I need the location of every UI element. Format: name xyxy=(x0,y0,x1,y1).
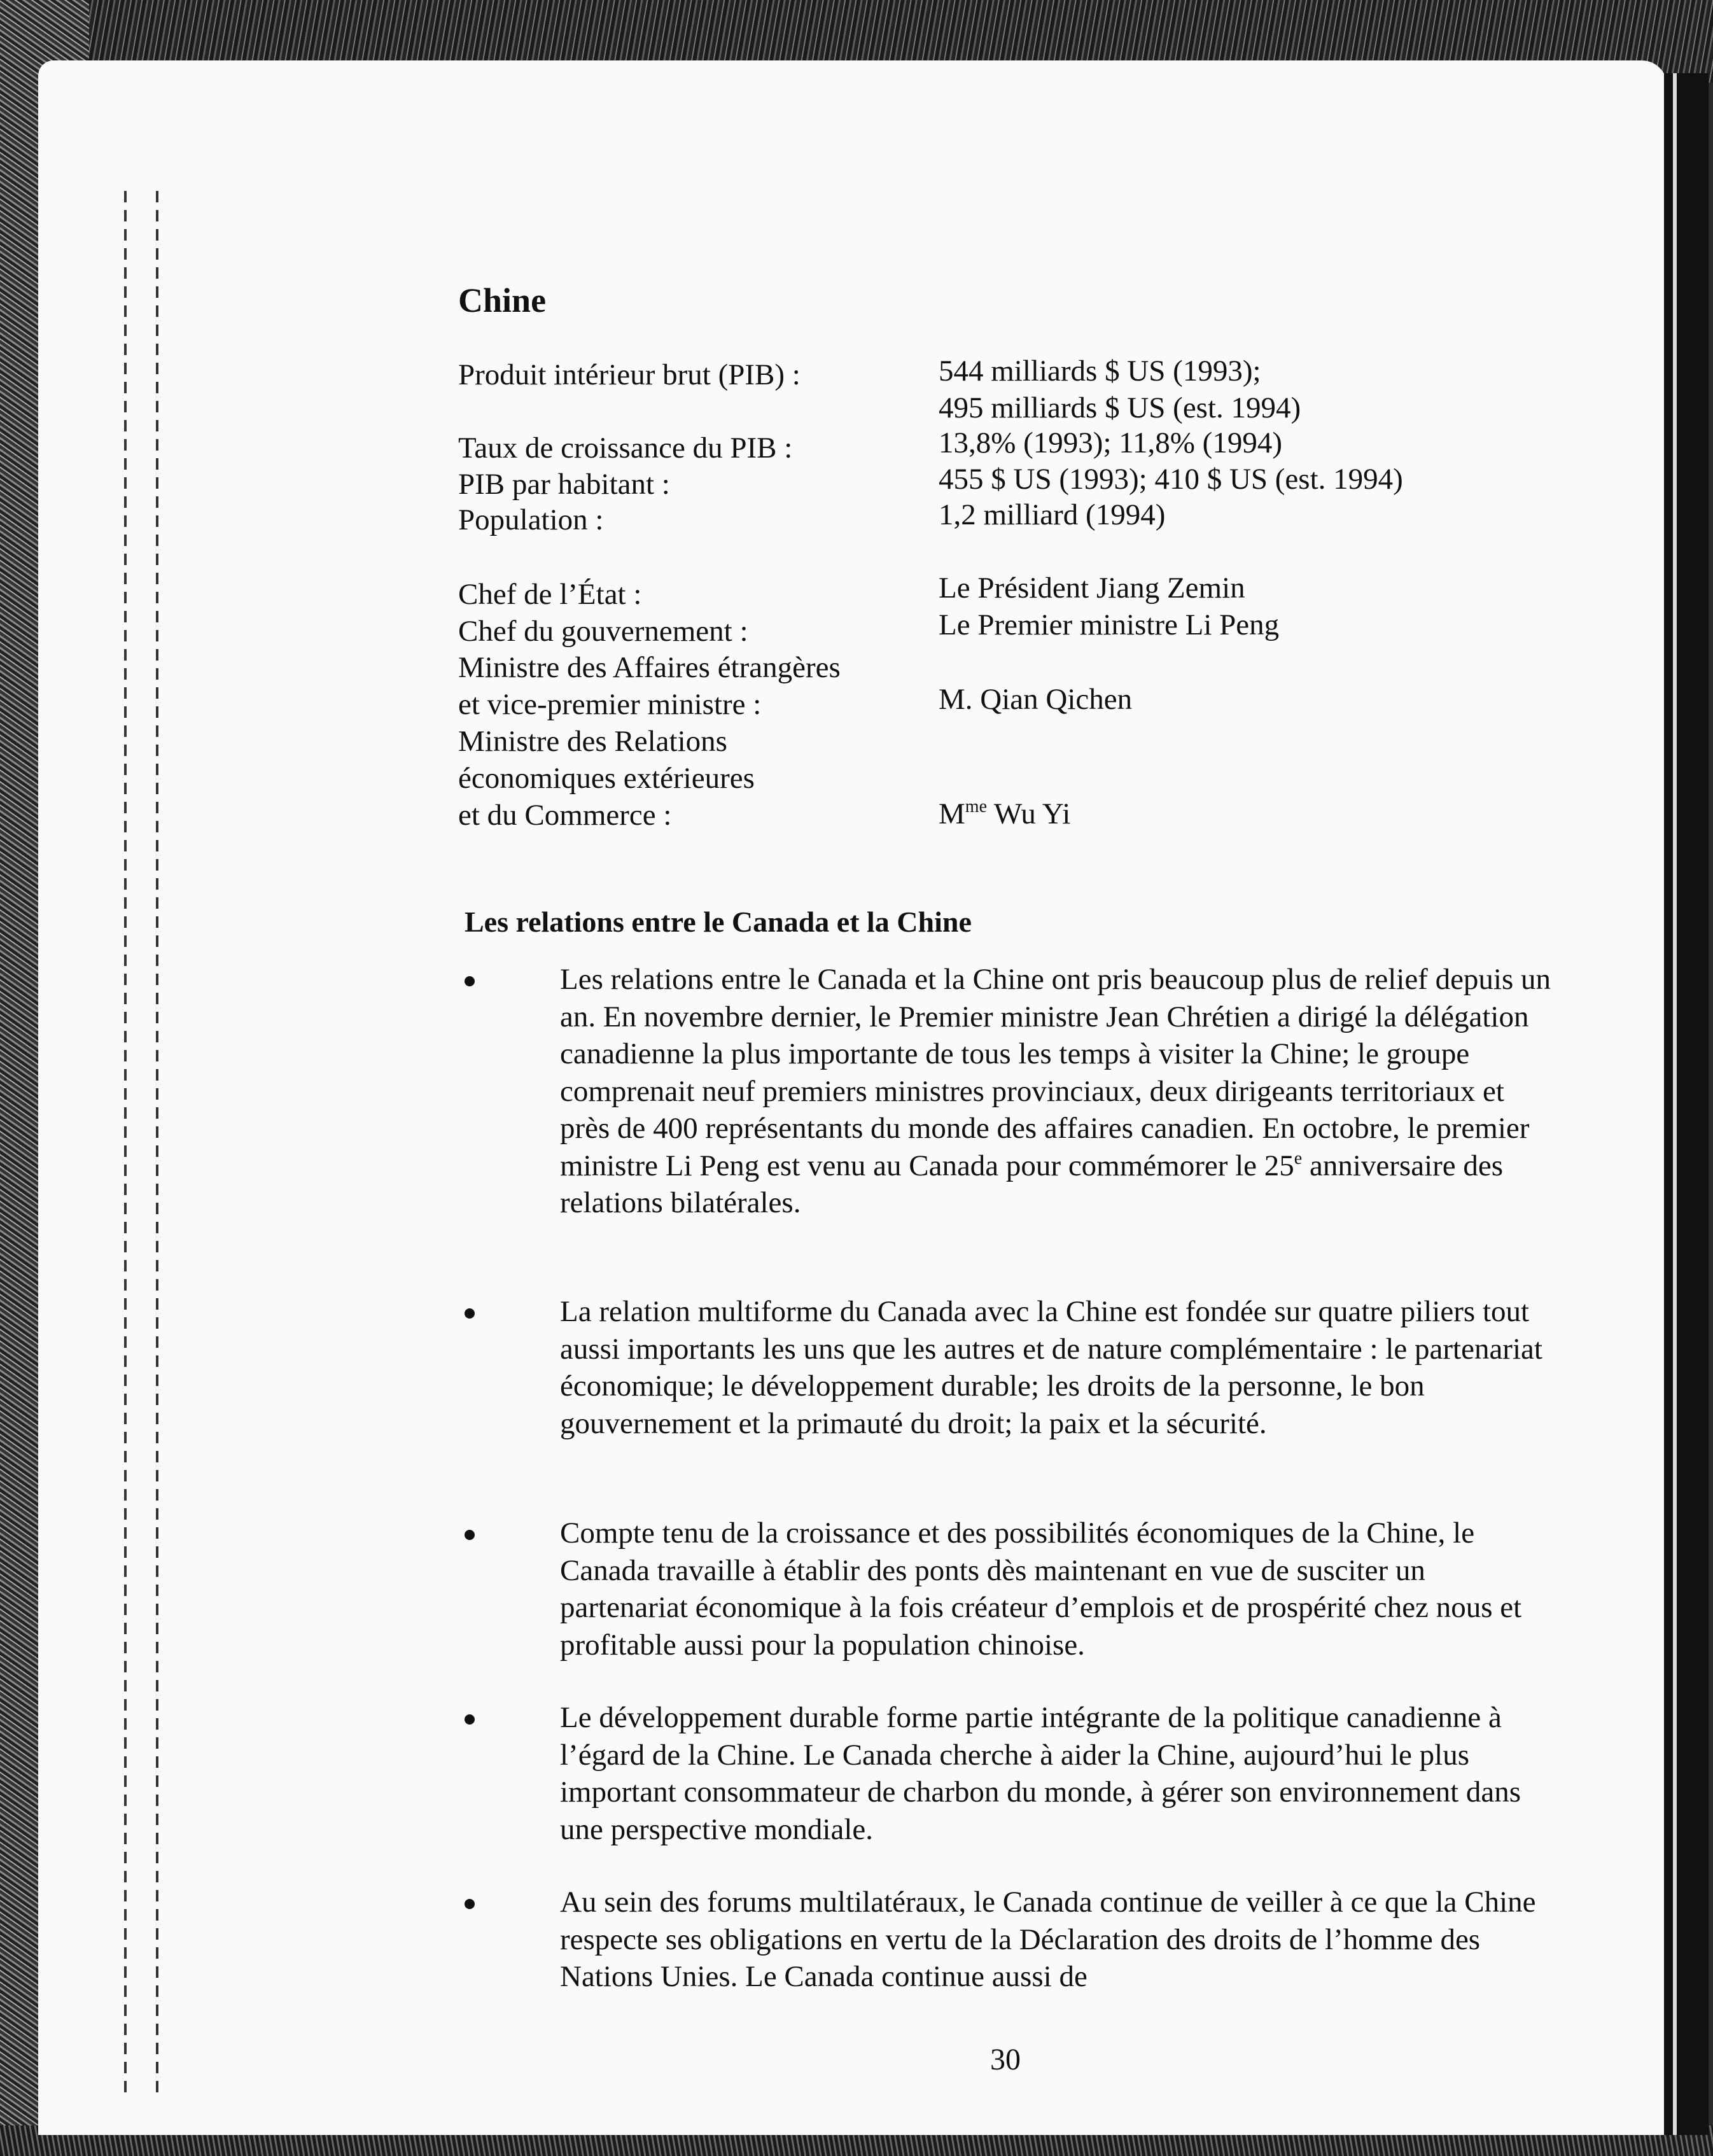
bullet-text: Au sein des forums multilatéraux, le Canada continue de veiller à ce que la Chine respecte ses obligations en vertu de la Déclaration des droits de l’homme des Nations Unies. Le Canada continue aussi de xyxy=(560,1886,1536,1993)
page-number: 30 xyxy=(990,2043,1021,2076)
margin-line xyxy=(156,191,158,2100)
fact-label: Taux de croissance du PIB : xyxy=(458,431,793,465)
fact-value: M. Qian Qichen xyxy=(939,683,1133,716)
bullet-text: La relation multiforme du Canada avec la Chine est fondée sur quatre piliers tout aussi importants les uns que les autres et de nature complémentaire : le partenariat économique; le développement durable; les droits de la personne, le bon gouvernement et la primauté du droit; la paix et la sécurité. xyxy=(560,1295,1542,1440)
fact-value: Le Président Jiang Zemin xyxy=(939,571,1245,605)
margin-line xyxy=(124,191,127,2100)
fact-label: Chef du gouvernement : xyxy=(458,615,748,648)
page-title: Chine xyxy=(458,281,547,319)
binding-spine xyxy=(1651,73,1709,2135)
bullet-icon xyxy=(465,976,475,986)
fact-label: Ministre des Affaires étrangères et vice-premier ministre : xyxy=(458,651,841,721)
fact-value: 1,2 milliard (1994) xyxy=(939,498,1166,531)
bullet-text-superscript: e xyxy=(1294,1148,1303,1168)
fact-value: 13,8% (1993); 11,8% (1994) xyxy=(939,426,1282,459)
bullet-text: Le développement durable forme partie intégrante de la politique canadienne à l’égard de la Chine. Le Canada cherche à aider la Chine, aujourd’hui le plus important consommateur de charbon du monde, à gérer son environnement dans une perspective mondiale. xyxy=(560,1701,1521,1846)
fact-value: Le Premier ministre Li Peng xyxy=(939,608,1280,641)
fact-label: Chef de l’État : xyxy=(458,578,642,611)
fact-value xyxy=(939,795,1549,832)
bullet-icon xyxy=(465,1530,475,1540)
fact-value-name: Wu Yi xyxy=(987,797,1071,830)
bullet-text: Compte tenu de la croissance et des possibilités économiques de la Chine, le Canada travaille à établir des ponts dès maintenant en vue de susciter un partenariat économique à la fois créateur d’emplois et de prospérité chez nous et profitable aussi pour la population chinoise. xyxy=(560,1516,1522,1662)
fact-value-prefix: M xyxy=(939,797,965,830)
fact-label: PIB par habitant : xyxy=(458,468,670,501)
fact-label: Ministre des Relations économiques extérieures et du Commerce : xyxy=(458,725,755,832)
fact-label: Produit intérieur brut (PIB) : xyxy=(458,358,801,391)
fact-value: 455 $ US (1993); 410 $ US (est. 1994) xyxy=(939,463,1403,496)
section-heading: Les relations entre le Canada et la Chine xyxy=(465,906,972,938)
fact-value-superscript: me xyxy=(965,797,988,816)
bullet-text-part: Les relations entre le Canada et la Chine ont pris beaucoup plus de relief depuis un an. En novembre dernier, le Premier ministre Jean Chrétien a dirigé la délégation canadienne la plus importante de tous les temps à visiter la Chine; le groupe comprenait neuf premiers ministres provinciaux, deux dirigeants territoriaux et près de 400 représentants du monde des affaires canadien. En octobre, le premier ministre Li Peng est venu au Canada pour commémorer le 25 xyxy=(560,963,1551,1182)
bullet-text xyxy=(560,961,1559,1222)
bullet-icon xyxy=(465,1308,475,1319)
bullet-icon xyxy=(465,1899,475,1909)
bullet-icon xyxy=(465,1714,475,1725)
fact-value: 544 milliards $ US (1993); 495 milliards $ US (est. 1994) xyxy=(939,354,1301,424)
fact-label: Population : xyxy=(458,503,604,536)
bullet-text-part: anniversaire des relations bilatérales. xyxy=(560,1149,1504,1219)
